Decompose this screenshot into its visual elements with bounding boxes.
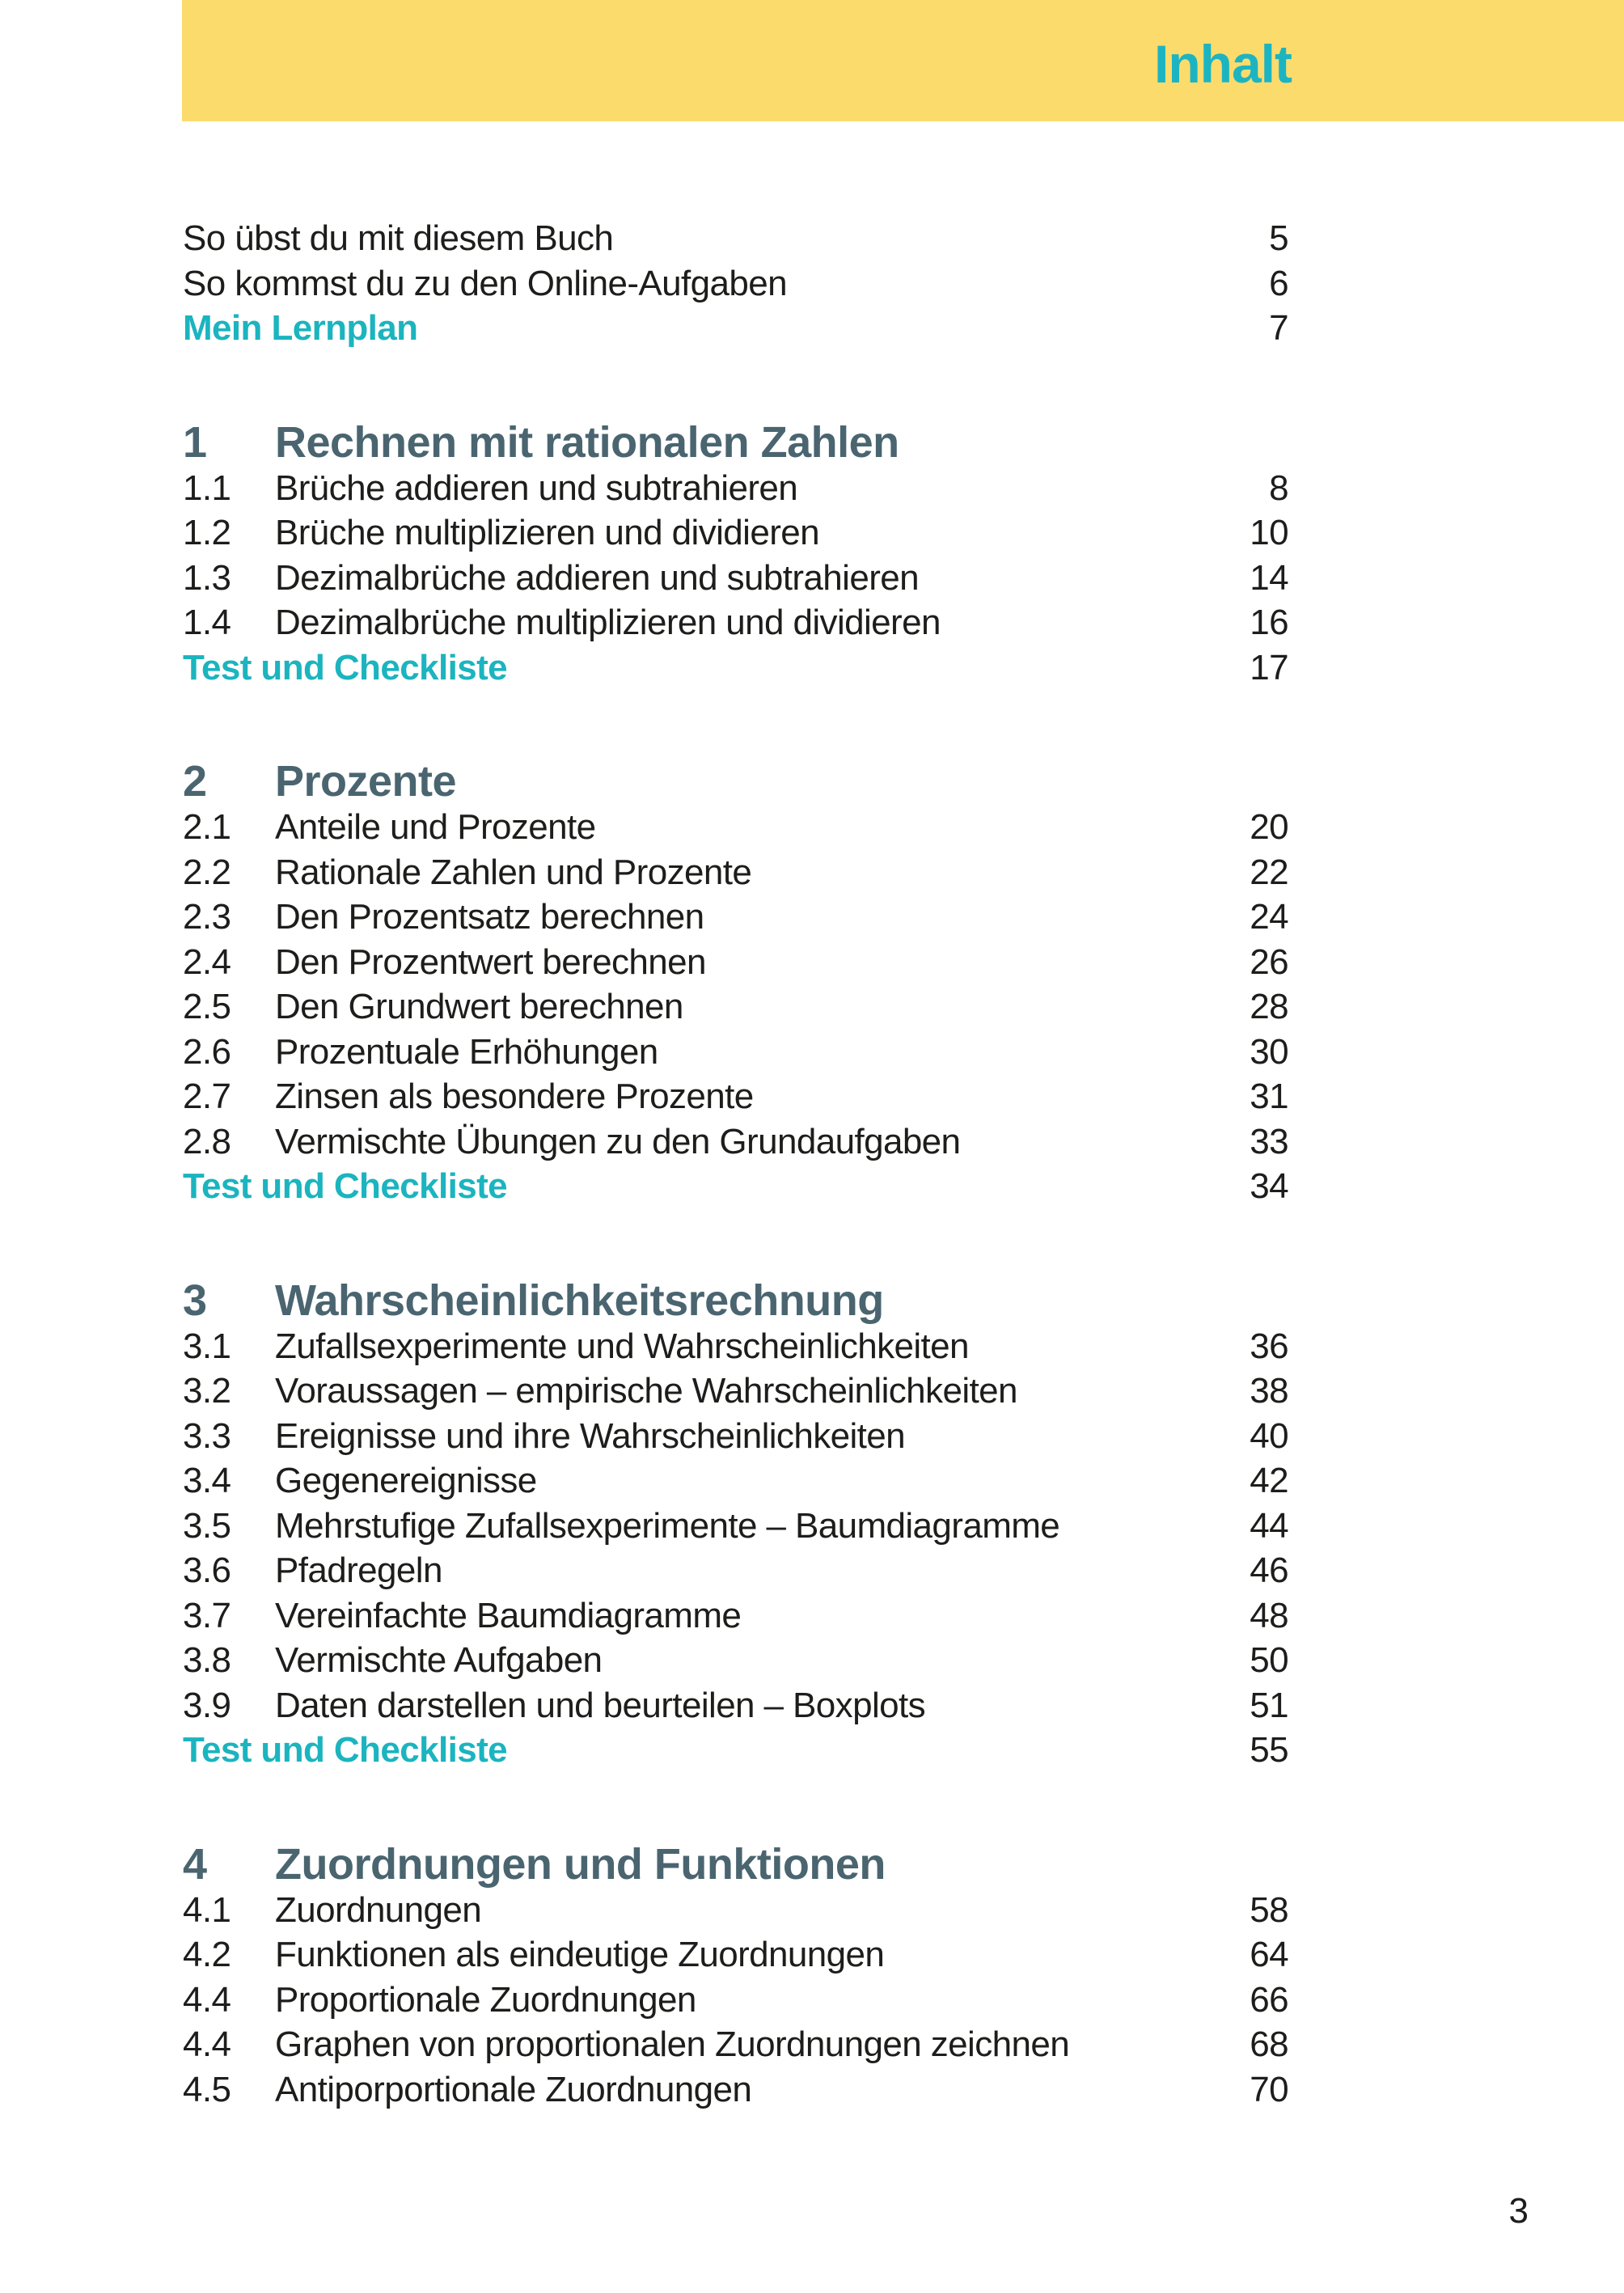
toc-section — [183, 419, 1288, 691]
toc-entry-number: 4.2 — [183, 1935, 231, 1974]
toc-entry — [183, 1638, 1288, 1683]
toc-entry-title: Funktionen als eindeutige Zuordnungen — [275, 1935, 885, 1974]
toc-entry-number: 1.1 — [183, 467, 231, 508]
toc-entry-title: Zuordnungen — [275, 1889, 482, 1930]
toc — [183, 121, 1288, 2112]
toc-entry-number: 2.2 — [183, 852, 231, 892]
toc-entry-number: 1.3 — [183, 557, 231, 598]
section-heading — [183, 419, 1288, 466]
toc-entry-title: Zufallsexperimente und Wahrscheinlichkeiten — [275, 1326, 969, 1366]
toc-entry-page: 66 — [1250, 1979, 1288, 2020]
toc-entry-page: 8 — [1269, 467, 1288, 508]
toc-entry-number: 3.1 — [183, 1326, 231, 1366]
toc-entry — [183, 1369, 1288, 1414]
toc-entry-title: Dezimalbrüche addieren und subtrahieren — [275, 557, 919, 598]
toc-entry-title: Mein Lernplan — [183, 308, 418, 348]
toc-entry-page: 33 — [1250, 1121, 1288, 1161]
toc-entry — [183, 1593, 1288, 1639]
toc-entry-title: Zinsen als besondere Prozente — [275, 1077, 754, 1116]
toc-entry-title: Graphen von proportionalen Zuordnungen zeichnen — [275, 2024, 1070, 2064]
toc-entry-page: 7 — [1269, 308, 1288, 348]
toc-entry — [183, 1324, 1288, 1369]
section-number: 1 — [183, 417, 207, 467]
toc-entry — [183, 984, 1288, 1030]
toc-entry-page: 30 — [1250, 1031, 1288, 1072]
toc-entry-page: 48 — [1250, 1595, 1288, 1635]
toc-entry — [183, 1978, 1288, 2023]
toc-entry-title: Voraussagen – empirische Wahrscheinlichkeiten — [275, 1371, 1017, 1411]
toc-entry-number: 2.4 — [183, 941, 231, 982]
toc-entry-page: 44 — [1250, 1505, 1288, 1546]
toc-entry-number: 4.5 — [183, 2069, 231, 2109]
toc-entry-title: Daten darstellen und beurteilen – Boxplots — [275, 1685, 926, 1725]
page-title: Inhalt — [1154, 34, 1292, 94]
toc-entry-number: 3.7 — [183, 1595, 231, 1635]
section-number: 4 — [183, 1839, 207, 1889]
toc-entry-page: 70 — [1250, 2069, 1288, 2109]
section-heading — [183, 758, 1288, 805]
toc-entry — [183, 261, 1288, 307]
toc-entry-page: 51 — [1250, 1685, 1288, 1725]
toc-entry — [183, 1164, 1288, 1209]
toc-entry-title: Ereignisse und ihre Wahrscheinlichkeiten — [275, 1415, 906, 1456]
toc-entry-title: Den Grundwert berechnen — [275, 987, 683, 1026]
toc-entry-page: 64 — [1250, 1935, 1288, 1974]
toc-entry — [183, 2022, 1288, 2067]
toc-section — [183, 1277, 1288, 1773]
toc-entry-number: 4.4 — [183, 1979, 231, 2020]
toc-entry-title: Pfadregeln — [275, 1551, 442, 1590]
section-items — [183, 1324, 1288, 1773]
toc-entry-number: 3.2 — [183, 1371, 231, 1411]
toc-entry-title: Den Prozentwert berechnen — [275, 941, 706, 982]
toc-entry-number: 1.2 — [183, 513, 231, 552]
toc-entry-number: 2.5 — [183, 987, 231, 1026]
section-title: Wahrscheinlichkeitsrechnung — [275, 1276, 884, 1325]
toc-entry — [183, 216, 1288, 261]
toc-entry-title: So kommst du zu den Online-Aufgaben — [183, 263, 788, 303]
header-band — [182, 0, 1624, 121]
toc-entry-number: 3.8 — [183, 1640, 231, 1680]
toc-entry-title: Mehrstufige Zufallsexperimente – Baumdiagramme — [275, 1505, 1060, 1546]
section-title: Rechnen mit rationalen Zahlen — [275, 417, 899, 467]
toc-entry — [183, 1888, 1288, 1933]
section-items — [183, 466, 1288, 691]
toc-entry-page: 20 — [1250, 807, 1288, 847]
section-title: Zuordnungen und Funktionen — [275, 1839, 886, 1889]
toc-entry-page: 58 — [1250, 1889, 1288, 1930]
toc-entry-number: 2.8 — [183, 1121, 231, 1161]
section-number: 3 — [183, 1276, 207, 1325]
toc-entry-number: 3.3 — [183, 1415, 231, 1456]
toc-entry — [183, 1119, 1288, 1165]
toc-entry-number: 4.1 — [183, 1889, 231, 1930]
toc-entry-number: 1.4 — [183, 603, 231, 642]
toc-entry-page: 50 — [1250, 1640, 1288, 1680]
toc-entry — [183, 2067, 1288, 2113]
toc-entry-title: Proportionale Zuordnungen — [275, 1979, 696, 2020]
section-heading — [183, 1277, 1288, 1324]
toc-entry — [183, 940, 1288, 985]
toc-entry-title: Rationale Zahlen und Prozente — [275, 852, 752, 892]
toc-entry — [183, 510, 1288, 556]
toc-entry — [183, 306, 1288, 351]
toc-entry — [183, 1728, 1288, 1773]
toc-entry-number: 3.9 — [183, 1685, 231, 1725]
toc-entry-title: Test und Checkliste — [183, 1166, 507, 1206]
toc-entry-title: Test und Checkliste — [183, 647, 507, 687]
toc-entry-title: Vereinfachte Baumdiagramme — [275, 1595, 742, 1635]
toc-entry-title: Den Prozentsatz berechnen — [275, 897, 704, 937]
toc-entry — [183, 556, 1288, 601]
toc-entry-page: 6 — [1269, 263, 1288, 303]
section-number: 2 — [183, 757, 207, 806]
toc-entry-page: 68 — [1250, 2024, 1288, 2064]
toc-entry — [183, 850, 1288, 895]
toc-entry-page: 55 — [1250, 1730, 1288, 1770]
toc-entry-page: 17 — [1250, 647, 1288, 687]
section-heading — [183, 1841, 1288, 1888]
toc-entry-title: Brüche addieren und subtrahieren — [275, 467, 798, 508]
toc-entry-page: 24 — [1250, 897, 1288, 937]
toc-entry-title: Prozentuale Erhöhungen — [275, 1031, 658, 1072]
section-list — [183, 419, 1288, 2113]
toc-entry-page: 5 — [1269, 218, 1288, 258]
toc-entry-page: 40 — [1250, 1415, 1288, 1456]
toc-entry-title: So übst du mit diesem Buch — [183, 218, 614, 258]
toc-entry-page: 34 — [1250, 1166, 1288, 1206]
toc-entry — [183, 895, 1288, 940]
toc-entry-title: Dezimalbrüche multiplizieren und dividieren — [275, 603, 941, 642]
toc-entry-title: Anteile und Prozente — [275, 807, 596, 847]
toc-entry — [183, 1074, 1288, 1119]
toc-entry-title: Antiporportionale Zuordnungen — [275, 2069, 752, 2109]
toc-entry-number: 3.6 — [183, 1551, 231, 1590]
toc-entry-page: 31 — [1250, 1077, 1288, 1116]
toc-entry-title: Test und Checkliste — [183, 1730, 507, 1770]
toc-entry — [183, 1683, 1288, 1728]
toc-entry-title: Gegenereignisse — [275, 1461, 537, 1500]
toc-entry — [183, 1932, 1288, 1978]
toc-entry — [183, 1030, 1288, 1075]
toc-entry-number: 4.4 — [183, 2024, 231, 2064]
toc-entry-page: 28 — [1250, 987, 1288, 1026]
toc-entry-number: 3.4 — [183, 1461, 231, 1500]
toc-entry-page: 36 — [1250, 1326, 1288, 1366]
toc-entry — [183, 1548, 1288, 1593]
toc-entry-page: 16 — [1250, 603, 1288, 642]
toc-section — [183, 1841, 1288, 2113]
section-items — [183, 805, 1288, 1209]
toc-entry — [183, 466, 1288, 511]
toc-entry-title: Vermischte Übungen zu den Grundaufgaben — [275, 1121, 961, 1161]
toc-entry — [183, 1504, 1288, 1549]
toc-section — [183, 758, 1288, 1209]
toc-entry-title: Vermischte Aufgaben — [275, 1640, 603, 1680]
front-matter-list — [183, 216, 1288, 351]
toc-entry-page: 10 — [1250, 513, 1288, 552]
toc-entry — [183, 600, 1288, 645]
toc-entry — [183, 645, 1288, 691]
toc-entry — [183, 1458, 1288, 1504]
toc-entry-page: 26 — [1250, 941, 1288, 982]
toc-entry-number: 2.6 — [183, 1031, 231, 1072]
toc-entry-number: 2.7 — [183, 1077, 231, 1116]
page-number: 3 — [1508, 2191, 1529, 2231]
toc-entry — [183, 1414, 1288, 1459]
toc-entry-page: 46 — [1250, 1551, 1288, 1590]
toc-entry-page: 14 — [1250, 557, 1288, 598]
toc-entry-number: 2.1 — [183, 807, 231, 847]
toc-entry-number: 3.5 — [183, 1505, 231, 1546]
toc-entry-page: 22 — [1250, 852, 1288, 892]
toc-entry-title: Brüche multiplizieren und dividieren — [275, 513, 819, 552]
toc-entry — [183, 805, 1288, 850]
toc-entry-page: 38 — [1250, 1371, 1288, 1411]
section-title: Prozente — [275, 757, 457, 806]
toc-entry-number: 2.3 — [183, 897, 231, 937]
toc-entry-page: 42 — [1250, 1461, 1288, 1500]
section-items — [183, 1888, 1288, 2113]
